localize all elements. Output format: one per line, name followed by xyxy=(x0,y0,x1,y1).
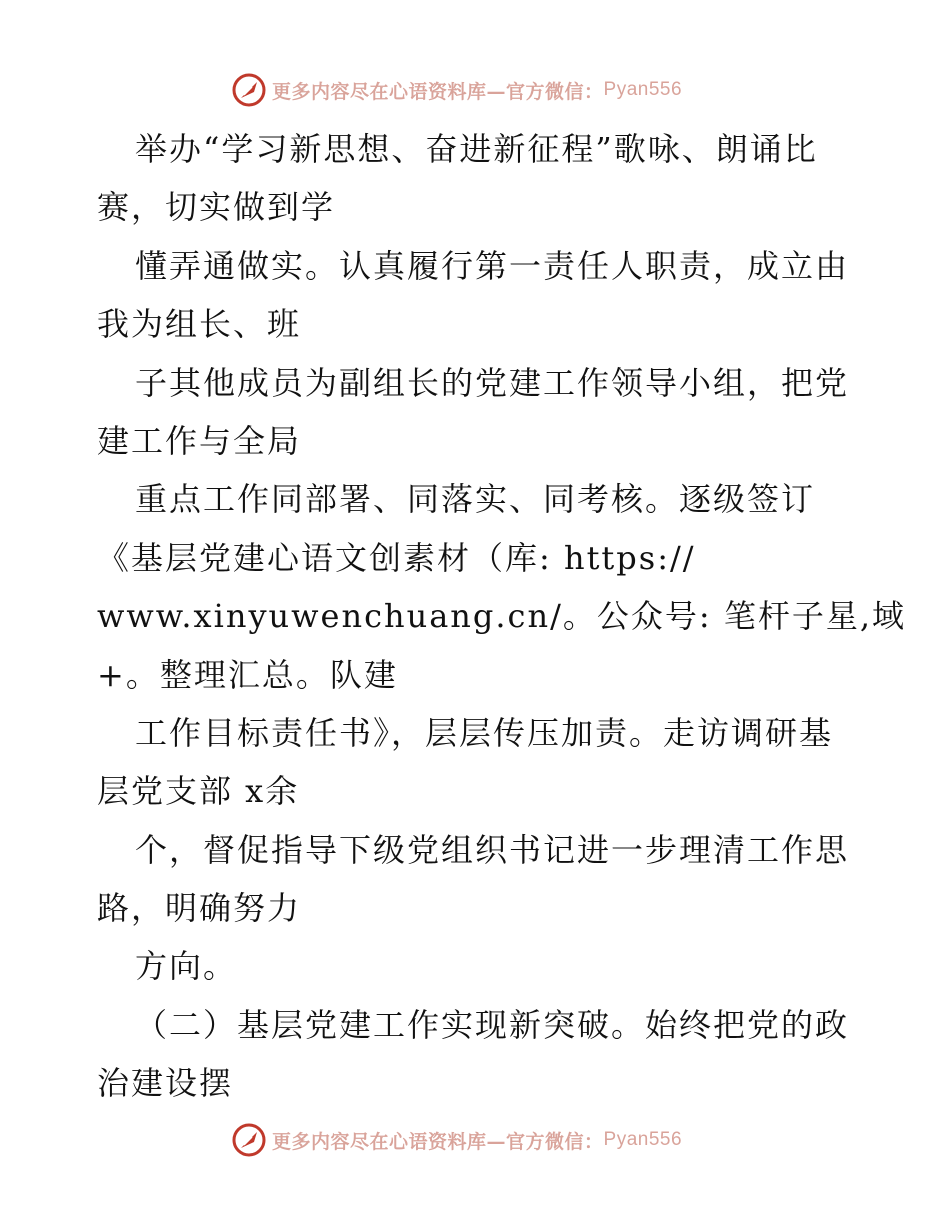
watermark-brand: Pyan556 xyxy=(603,79,683,100)
watermark-brand: Pyan556 xyxy=(603,1129,683,1150)
header-watermark xyxy=(232,72,682,108)
text-line: 重点工作同部署、同落实、同考核。逐级签订 xyxy=(135,480,816,519)
text-line: 《基层党建心语文创素材（库: https:// xyxy=(97,538,696,577)
text-line: 建工作与全局 xyxy=(97,421,302,460)
watermark-text: 更多内容尽在心语资料库—官方微信： xyxy=(272,1130,604,1153)
document-body xyxy=(97,120,906,1113)
text-line: 工作目标责任书》，层层传压加责。走访调研基 xyxy=(135,713,834,752)
text-line: 懂弄通做实。认真履行第一责任人职责，成立由 xyxy=(135,246,850,285)
text-line: 举办“学习新思想、奋进新征程”歌咏、朗诵比 xyxy=(135,130,818,168)
text-line: 我为组长、班 xyxy=(97,305,302,344)
text-line: （二）基层党建工作实现新突破。始终把党的政 xyxy=(135,1005,850,1044)
text-line: +。整理汇总。队建 xyxy=(97,655,398,694)
text-line: 子其他成员为副组长的党建工作领导小组，把党 xyxy=(135,363,850,402)
text-line: 赛，切实做到学 xyxy=(97,188,336,227)
text-line: 治建设摆 xyxy=(97,1064,234,1103)
footer-watermark xyxy=(232,1122,682,1158)
watermark-text: 更多内容尽在心语资料库—官方微信： xyxy=(272,80,604,103)
feather-pen-logo-icon xyxy=(232,73,266,107)
text-line: 路，明确努力 xyxy=(97,889,302,928)
text-line: 层党支部 x余 xyxy=(97,772,300,811)
text-line: www.xinyuwenchuang.cn/。公众号: 笔杆子星,域 xyxy=(97,597,906,636)
text-line: 个，督促指导下级党组织书记进一步理清工作思 xyxy=(135,830,850,869)
text-line: 方向。 xyxy=(135,947,238,986)
feather-pen-logo-icon xyxy=(232,1123,266,1157)
